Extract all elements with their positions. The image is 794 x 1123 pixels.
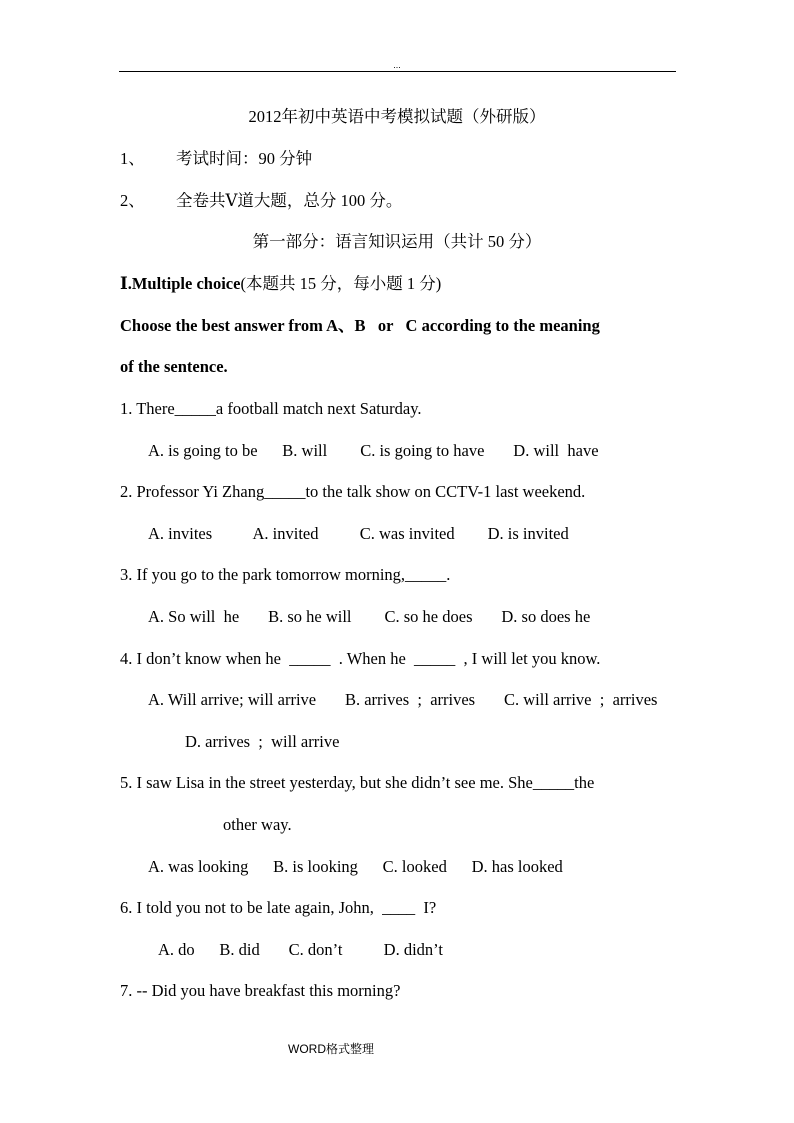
question-1-options: A. is going to be B. will C. is going to have D. will have — [148, 441, 599, 460]
question-5-options: A. was looking B. is looking C. looked D. has looked — [148, 857, 563, 876]
question-2-stem: 2. Professor Yi Zhang_____to the talk show on CCTV-1 last weekend. — [120, 482, 586, 501]
question-3-options: A. So will he B. so he will C. so he does D. so does he — [148, 607, 591, 626]
instruction-line-1: Choose the best answer from A、B or C according to the meaning — [120, 316, 600, 335]
question-5-stem: 5. I saw Lisa in the street yesterday, but she didn’t see me. She_____the — [120, 773, 595, 792]
question-5-stem-continued: other way. — [223, 815, 292, 834]
note-1-text: 考试时间：90 分钟 — [176, 149, 313, 168]
question-3-stem: 3. If you go to the park tomorrow morning,_____. — [120, 565, 451, 584]
question-4-options: A. Will arrive; will arrive B. arrives ; arrives C. will arrive ; arrives — [148, 690, 658, 709]
page-title: 2012年初中英语中考模拟试题（外研版） — [248, 107, 546, 126]
question-6-options: A. do B. did C. don’t D. didn’t — [158, 940, 443, 959]
note-2-text: 全卷共Ⅴ道大题，总分 100 分。 — [176, 191, 403, 210]
instruction-line-2: of the sentence. — [120, 357, 228, 376]
section-heading — [120, 273, 441, 295]
header-rule — [119, 71, 676, 72]
question-1-stem: 1. There_____a football match next Saturday. — [120, 399, 422, 418]
section-heading-bold: Ⅰ.Multiple choice — [120, 274, 241, 293]
question-4-options-continued: D. arrives ; will arrive — [185, 732, 340, 751]
question-2-options: A. invites A. invited C. was invited D. is invited — [148, 524, 569, 543]
section-heading-rest: (本题共 15 分，每小题 1 分) — [240, 274, 442, 293]
note-1-number: 1、 — [120, 149, 145, 168]
question-4-stem: 4. I don’t know when he _____ . When he _____ , I will let you know. — [120, 649, 601, 668]
question-6-stem: 6. I told you not to be late again, John, ____ I? — [120, 898, 437, 917]
part-title: 第一部分：语言知识运用（共计 50 分） — [252, 232, 542, 251]
header-dots: ... — [393, 60, 401, 70]
question-7-stem: 7. -- Did you have breakfast this morning? — [120, 981, 401, 1000]
page-footer: WORD格式整理 — [288, 1042, 374, 1056]
note-2-number: 2、 — [120, 191, 145, 210]
